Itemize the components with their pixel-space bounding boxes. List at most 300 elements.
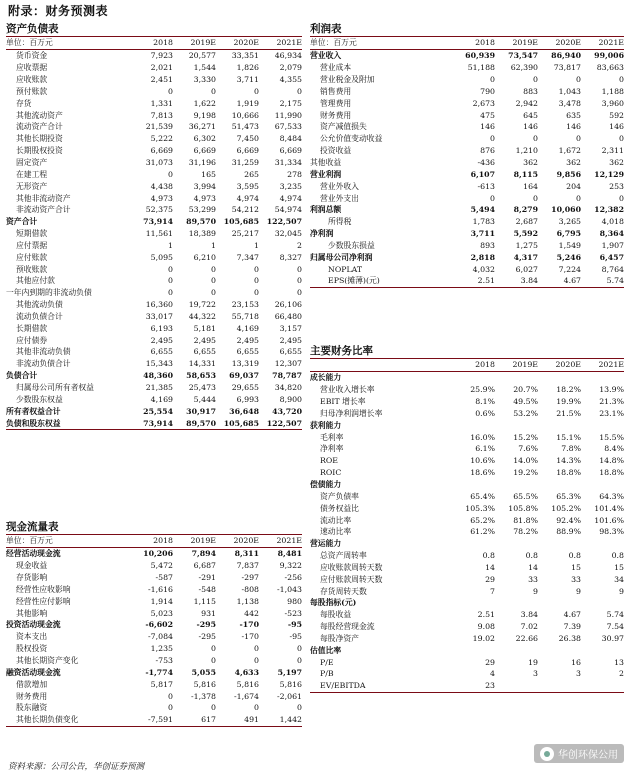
value-cell: 11,990: [274, 110, 302, 120]
value-cell: -7,084: [148, 632, 173, 642]
table-row: [6, 74, 302, 86]
value-cell: -548: [198, 584, 216, 594]
value-cell: [452, 420, 495, 432]
value-cell: -170: [241, 632, 259, 642]
row-label: 少数股东权益: [16, 394, 63, 404]
value-cell: 30.97: [601, 633, 624, 643]
row-label: 归属母公司净利润: [310, 252, 373, 262]
header-year-cell: 2018: [475, 38, 495, 47]
table-row: [310, 204, 624, 216]
value-cell: 22.66: [515, 633, 538, 643]
row-label: 借款增加: [16, 679, 48, 689]
value-cell: [581, 372, 624, 384]
value-cell: 105,685: [223, 418, 259, 428]
value-cell: 2,942: [515, 98, 538, 108]
value-cell: 8,900: [279, 394, 302, 404]
value-cell: 65.3%: [556, 491, 581, 501]
table-row: [6, 560, 302, 572]
value-cell: 3,330: [193, 75, 216, 85]
table-row: [310, 538, 624, 550]
value-cell: [581, 479, 624, 491]
row-label: 资产合计: [6, 217, 38, 227]
value-cell: 62,390: [510, 63, 538, 73]
value-cell: 4.67: [563, 610, 581, 620]
table-row: [6, 299, 302, 311]
value-cell: 6,669: [193, 146, 216, 156]
value-cell: [581, 680, 624, 692]
value-cell: 5,817: [150, 679, 173, 689]
value-cell: 1,919: [236, 98, 259, 108]
row-label: 财务费用: [320, 110, 352, 120]
table-row: [6, 181, 302, 193]
value-cell: 1,331: [150, 98, 173, 108]
table-row: [6, 193, 302, 205]
value-cell: 33: [528, 574, 538, 584]
value-cell: 7.6%: [518, 444, 538, 454]
value-cell: 2.51: [477, 610, 495, 620]
table-row: [6, 50, 302, 62]
value-cell: 6,655: [150, 347, 173, 357]
table-row: [310, 609, 624, 621]
value-cell: -170: [239, 620, 259, 630]
header-year-cell: 2021E: [598, 38, 624, 47]
value-cell: 105.2%: [551, 503, 581, 513]
value-cell: 3,711: [236, 75, 259, 85]
value-cell: 15.5%: [599, 432, 624, 442]
value-cell: [452, 372, 495, 384]
value-cell: 73,547: [508, 51, 538, 61]
header-year-cell: 2018: [475, 360, 495, 369]
value-cell: 0: [211, 644, 216, 654]
value-cell: 7.39: [563, 622, 581, 632]
value-cell: 105.3%: [465, 503, 495, 513]
value-cell: 16.0%: [470, 432, 495, 442]
row-label: 债务权益比: [320, 503, 359, 513]
value-cell: 15.2%: [513, 432, 538, 442]
value-cell: 265: [244, 169, 259, 179]
value-cell: 5,055: [191, 667, 216, 677]
value-cell: 5,444: [193, 394, 216, 404]
value-cell: 8,279: [513, 205, 538, 215]
value-cell: 5,197: [277, 667, 302, 677]
value-cell: 33,017: [145, 311, 173, 321]
value-cell: 55,718: [231, 311, 259, 321]
header-year-cell: 2021E: [276, 536, 302, 545]
row-label: 流动比率: [320, 515, 352, 525]
value-cell: 14.8%: [599, 456, 624, 466]
row-label: 净利率: [320, 444, 344, 454]
table-row: [6, 335, 302, 347]
table-row: [6, 252, 302, 264]
value-cell: 893: [480, 240, 495, 250]
table-row: [6, 228, 302, 240]
value-cell: [495, 680, 538, 692]
table-row: [6, 287, 302, 299]
row-label: 利润总额: [310, 205, 342, 215]
value-cell: 15,343: [145, 359, 173, 369]
watermark: [534, 744, 624, 763]
value-cell: 99,006: [594, 51, 624, 61]
value-cell: 7,894: [191, 549, 216, 559]
page-title: 附录：财务预测表: [8, 4, 109, 18]
value-cell: 8,327: [279, 252, 302, 262]
row-label: 每股指标(元): [310, 598, 357, 608]
value-cell: 0: [211, 288, 216, 298]
value-cell: 1,115: [193, 596, 216, 606]
value-cell: 362: [566, 157, 581, 167]
value-cell: 7,450: [236, 134, 259, 144]
value-cell: 5,023: [150, 608, 173, 618]
value-cell: 645: [523, 110, 538, 120]
row-label: 非流动资产合计: [16, 205, 71, 215]
value-cell: 6,302: [193, 134, 216, 144]
value-cell: 491: [244, 715, 259, 725]
value-cell: [581, 538, 624, 550]
value-cell: 0: [254, 264, 259, 274]
value-cell: 1: [211, 240, 216, 250]
value-cell: [538, 420, 581, 432]
value-cell: 3,595: [236, 181, 259, 191]
value-cell: -1,616: [148, 584, 173, 594]
value-cell: 46,934: [274, 51, 302, 61]
value-cell: -587: [155, 573, 173, 583]
value-cell: 5,095: [150, 252, 173, 262]
value-cell: 14.3%: [556, 456, 581, 466]
row-label: 归母净利润增长率: [320, 408, 383, 418]
value-cell: 1,235: [150, 644, 173, 654]
table-row: [6, 157, 302, 169]
value-cell: 65.5%: [513, 491, 538, 501]
value-cell: 1,188: [601, 86, 624, 96]
row-label: ROE: [320, 456, 338, 466]
value-cell: 7: [490, 586, 495, 596]
value-cell: [581, 645, 624, 657]
row-label: 销售费用: [320, 86, 352, 96]
value-cell: 2,495: [193, 335, 216, 345]
value-cell: 4,169: [236, 323, 259, 333]
table-row: [310, 597, 624, 609]
value-cell: 5.74: [606, 610, 624, 620]
row-label: 营业外支出: [320, 193, 359, 203]
value-cell: 146: [480, 122, 495, 132]
value-cell: 1,622: [193, 98, 216, 108]
value-cell: 3: [576, 669, 581, 679]
value-cell: 4: [490, 669, 495, 679]
row-label: 长期股权投资: [16, 146, 63, 156]
row-label: 负债和股东权益: [6, 418, 61, 428]
value-cell: 146: [566, 122, 581, 132]
value-cell: 58,653: [186, 371, 216, 381]
value-cell: [538, 372, 581, 384]
table-row: [6, 358, 302, 370]
table-row: [310, 181, 624, 193]
value-cell: 165: [201, 169, 216, 179]
value-cell: 5,816: [279, 679, 302, 689]
value-cell: 14: [528, 562, 538, 572]
value-cell: 0: [576, 134, 581, 144]
header-unit-cell: 单位：百万元: [6, 536, 53, 545]
value-cell: [538, 680, 581, 692]
value-cell: 7,923: [150, 51, 173, 61]
value-cell: -6,602: [145, 620, 173, 630]
value-cell: 7.8%: [561, 444, 581, 454]
value-cell: -436: [477, 157, 495, 167]
value-cell: 101.4%: [594, 503, 624, 513]
value-cell: 13.9%: [599, 385, 624, 395]
table-row: [310, 98, 624, 110]
value-cell: 21.3%: [599, 397, 624, 407]
table-row: [6, 110, 302, 122]
row-label: 所得税: [328, 217, 352, 227]
ratios-header-row: [310, 358, 624, 372]
value-cell: 10,060: [551, 205, 581, 215]
value-cell: 362: [609, 157, 624, 167]
value-cell: 49.5%: [513, 397, 538, 407]
value-cell: 146: [609, 122, 624, 132]
value-cell: 2,451: [150, 75, 173, 85]
row-label: 每股经营现金流: [320, 622, 375, 632]
value-cell: 25,554: [143, 406, 173, 416]
row-label: 非流动负债合计: [16, 359, 71, 369]
row-label: 其他影响: [16, 608, 48, 618]
value-cell: 1,043: [558, 86, 581, 96]
value-cell: 2,687: [515, 217, 538, 227]
value-cell: 2,818: [470, 252, 495, 262]
value-cell: 0.6%: [475, 408, 495, 418]
value-cell: 6,669: [150, 146, 173, 156]
row-label: 应付票据: [16, 240, 48, 250]
value-cell: -1,378: [191, 691, 216, 701]
row-label: 营业成本: [320, 63, 352, 73]
value-cell: 31,073: [145, 157, 173, 167]
value-cell: 2.51: [477, 276, 495, 286]
value-cell: 5,246: [556, 252, 581, 262]
header-year-cell: 2019E: [512, 38, 538, 47]
row-label: 其他长期投资: [16, 134, 63, 144]
table-row: [6, 275, 302, 287]
value-cell: 2,079: [279, 63, 302, 73]
table-row: [310, 62, 624, 74]
table-row: [6, 394, 302, 406]
value-cell: 19: [528, 657, 538, 667]
value-cell: 32,045: [274, 229, 302, 239]
header-year-cell: 2018: [153, 536, 173, 545]
value-cell: 1,544: [193, 63, 216, 73]
header-year-cell: 2020E: [555, 360, 581, 369]
value-cell: 0: [168, 86, 173, 96]
value-cell: 105.8%: [508, 503, 538, 513]
financial-ratios-table: [310, 344, 624, 693]
value-cell: 8,481: [277, 549, 302, 559]
value-cell: 362: [523, 157, 538, 167]
value-cell: 1,138: [236, 596, 259, 606]
value-cell: 1,442: [279, 715, 302, 725]
cashflow-body: [6, 548, 302, 727]
value-cell: 4,032: [472, 264, 495, 274]
value-cell: 6,655: [193, 347, 216, 357]
table-row: [6, 240, 302, 252]
table-row: [6, 311, 302, 323]
value-cell: [495, 420, 538, 432]
value-cell: 883: [523, 86, 538, 96]
table-row: [6, 548, 302, 560]
value-cell: 2,175: [279, 98, 302, 108]
table-row: [6, 596, 302, 608]
row-label: 其他长期负债变化: [16, 715, 79, 725]
value-cell: 89,570: [186, 418, 216, 428]
row-label: 资本支出: [16, 632, 48, 642]
row-label: 净利润: [310, 229, 334, 239]
value-cell: 19.02: [472, 633, 495, 643]
table-row: [6, 406, 302, 418]
header-unit-cell: 单位：百万元: [6, 38, 53, 47]
value-cell: 9: [576, 586, 581, 596]
value-cell: 931: [201, 608, 216, 618]
value-cell: 5,181: [193, 323, 216, 333]
value-cell: 20,577: [188, 51, 216, 61]
value-cell: 6,107: [470, 169, 495, 179]
balance-title: 资产负债表: [6, 23, 59, 35]
value-cell: 19.2%: [513, 468, 538, 478]
value-cell: 4,018: [601, 217, 624, 227]
value-cell: 0: [254, 703, 259, 713]
value-cell: [538, 597, 581, 609]
value-cell: 8,484: [279, 134, 302, 144]
row-label: 归属母公司所有者权益: [16, 383, 94, 393]
watermark-text: 华创环保公用: [558, 750, 618, 761]
table-row: [6, 691, 302, 703]
value-cell: 164: [523, 181, 538, 191]
value-cell: 635: [566, 110, 581, 120]
value-cell: 25,217: [231, 229, 259, 239]
value-cell: 0: [490, 134, 495, 144]
cashflow-title: 现金流量表: [6, 521, 59, 533]
value-cell: 6,669: [279, 146, 302, 156]
value-cell: 0: [254, 288, 259, 298]
header-year-cell: 2021E: [276, 38, 302, 47]
table-row: [310, 668, 624, 680]
value-cell: 0: [533, 193, 538, 203]
value-cell: 0: [254, 276, 259, 286]
table-row: [6, 346, 302, 358]
table-row: [6, 619, 302, 631]
row-label: 应付债券: [16, 335, 48, 345]
row-label: EV/EBITDA: [320, 681, 366, 691]
row-label: 固定资产: [16, 157, 48, 167]
row-label: 其他长期资产变化: [16, 655, 79, 665]
value-cell: 8,115: [513, 169, 538, 179]
value-cell: 6,210: [193, 252, 216, 262]
value-cell: 3.84: [520, 610, 538, 620]
value-cell: 25.9%: [470, 385, 495, 395]
value-cell: 0: [297, 264, 302, 274]
value-cell: 66,480: [274, 311, 302, 321]
value-cell: 2,495: [279, 335, 302, 345]
value-cell: 1,210: [515, 146, 538, 156]
value-cell: [538, 645, 581, 657]
table-row: [310, 50, 624, 62]
value-cell: 790: [480, 86, 495, 96]
income-title: 利润表: [310, 23, 342, 35]
table-row: [310, 420, 624, 432]
table-row: [310, 396, 624, 408]
table-row: [310, 384, 624, 396]
table-row: [6, 121, 302, 133]
value-cell: 60,939: [465, 51, 495, 61]
header-year-cell: 2020E: [555, 38, 581, 47]
value-cell: 3,711: [470, 229, 495, 239]
value-cell: 0.8: [611, 551, 624, 561]
value-cell: 8,764: [601, 264, 624, 274]
table-row: [6, 584, 302, 596]
value-cell: 21.5%: [556, 408, 581, 418]
value-cell: 1,549: [558, 240, 581, 250]
table-row: [310, 586, 624, 598]
value-cell: 278: [287, 169, 302, 179]
table-row: [6, 145, 302, 157]
value-cell: 43,720: [272, 406, 302, 416]
row-label: 资产负债率: [320, 491, 359, 501]
value-cell: 442: [244, 608, 259, 618]
row-label: 长期借款: [16, 323, 48, 333]
table-row: [6, 98, 302, 110]
value-cell: 6,457: [599, 252, 624, 262]
value-cell: 9,198: [193, 110, 216, 120]
table-row: [310, 633, 624, 645]
table-row: [310, 157, 624, 169]
value-cell: 16: [571, 657, 581, 667]
row-label: 毛利率: [320, 432, 344, 442]
row-label: 应付账款周转天数: [320, 574, 383, 584]
value-cell: 6,669: [236, 146, 259, 156]
value-cell: 2,311: [601, 146, 624, 156]
cashflow-header-row: [6, 534, 302, 548]
value-cell: 4,317: [513, 252, 538, 262]
value-cell: 81.8%: [513, 515, 538, 525]
value-cell: 53,299: [188, 205, 216, 215]
row-label: 营业利润: [310, 169, 342, 179]
value-cell: 1,672: [558, 146, 581, 156]
value-cell: 12,129: [594, 169, 624, 179]
value-cell: 876: [480, 146, 495, 156]
table-row: [6, 679, 302, 691]
row-label: 存货影响: [16, 573, 48, 583]
table-row: [6, 216, 302, 228]
table-row: [310, 657, 624, 669]
table-row: [310, 491, 624, 503]
value-cell: 13,319: [231, 359, 259, 369]
value-cell: -2,061: [277, 691, 302, 701]
row-label: 投资收益: [320, 146, 352, 156]
value-cell: 14,331: [188, 359, 216, 369]
value-cell: 7,837: [236, 561, 259, 571]
header-year-cell: 2018: [153, 38, 173, 47]
table-row: [310, 408, 624, 420]
value-cell: 0: [168, 703, 173, 713]
table-row: [6, 702, 302, 714]
table-row: [6, 643, 302, 655]
value-cell: -613: [477, 181, 495, 191]
value-cell: 14: [485, 562, 495, 572]
value-cell: 5,816: [236, 679, 259, 689]
table-row: [310, 515, 624, 527]
value-cell: 101.6%: [594, 515, 624, 525]
value-cell: 0: [533, 75, 538, 85]
row-label: 其他收益: [310, 157, 342, 167]
header-unit-cell: [310, 359, 452, 371]
value-cell: 51,188: [467, 63, 495, 73]
row-label: 负债合计: [6, 371, 38, 381]
